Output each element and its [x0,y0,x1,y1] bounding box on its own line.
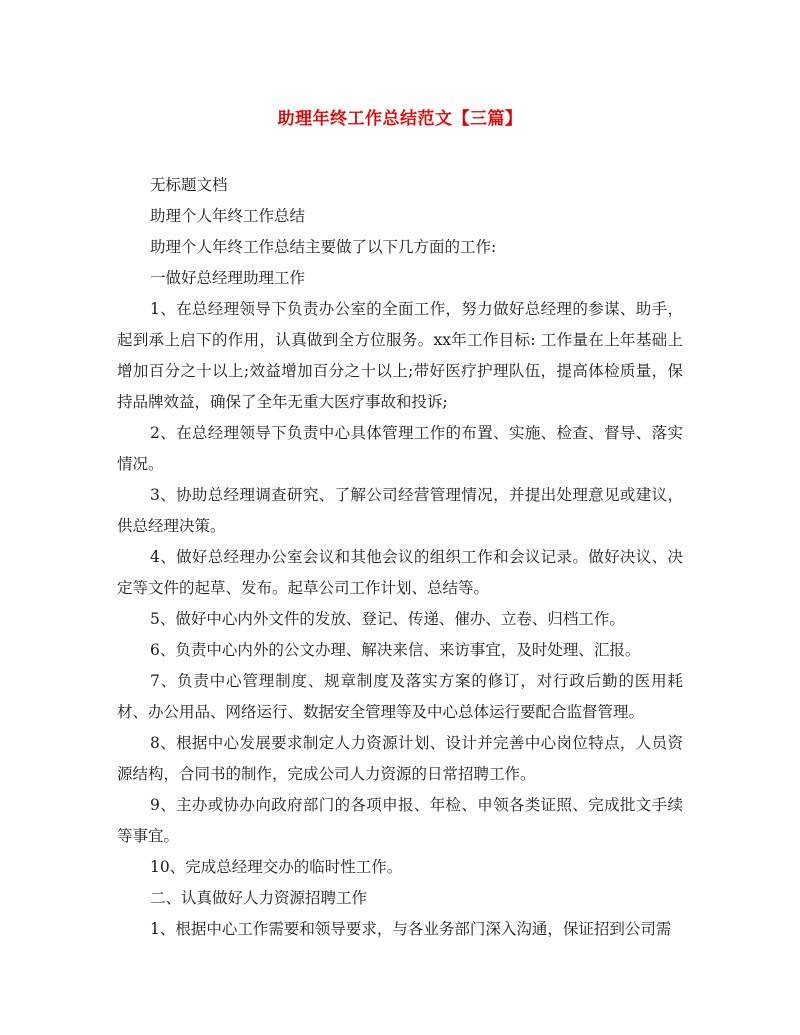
document-title: 助理年终工作总结范文【三篇】 [277,109,523,129]
paragraph: 9、主办或协办向政府部门的各项申报、年检、申领各类证照、完成批文手续等事宜。 [117,796,683,845]
paragraph: 1、根据中心工作需要和领导要求，与各业务部门深入沟通，保证招到公司需 [150,920,672,938]
paragraph: 无标题文档 [150,176,228,194]
paragraph: 5、做好中心内外文件的发放、登记、传递、催办、立卷、归档工作。 [150,610,625,628]
paragraph: 8、根据中心发展要求制定人力资源计划、设计并完善中心岗位特点，人员资源结构，合同书的制作，完成公司人力资源的日常招聘工作。 [117,734,683,783]
paragraph: 助理个人年终工作总结主要做了以下几方面的工作: [150,238,497,256]
paragraph: 1、在总经理领导下负责办公室的全面工作，努力做好总经理的参谋、助手，起到承上启下的作用，认真做到全方位服务。xx年工作目标: 工作量在上年基础上增加百分之十以上;效益增加百分之十以上;带好医疗护理队伍，提高体检质量，保持品牌效益，确保了全年无重大医疗事故和投诉; [117,300,683,411]
paragraph: 4、做好总经理办公室会议和其他会议的组织工作和会议记录。做好决议、决定等文件的起草、发布。起草公司工作计划、总结等。 [117,548,683,597]
section-heading: 二、认真做好人力资源招聘工作 [150,889,368,907]
section-heading: 一做好总经理助理工作 [150,269,306,287]
paragraph: 10、完成总经理交办的临时性工作。 [150,858,403,876]
paragraph: 2、在总经理领导下负责中心具体管理工作的布置、实施、检查、督导、落实情况。 [117,424,683,473]
paragraph: 3、协助总经理调查研究、了解公司经营管理情况，并提出处理意见或建议，供总经理决策。 [117,486,683,535]
document-body [117,170,683,945]
paragraph: 6、负责中心内外的公文办理、解决来信、来访事宜，及时处理、汇报。 [150,641,641,659]
paragraph: 助理个人年终工作总结 [150,207,306,225]
paragraph: 7、负责中心管理制度、规章制度及落实方案的修订，对行政后勤的医用耗材、办公用品、网络运行、数据安全管理等及中心总体运行要配合监督管理。 [117,672,683,721]
